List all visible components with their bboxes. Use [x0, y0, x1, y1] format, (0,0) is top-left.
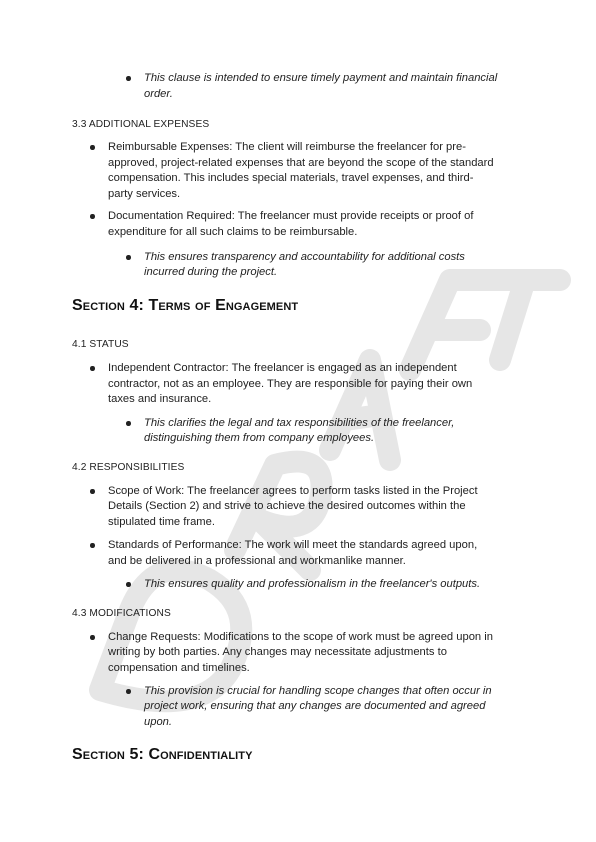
- bullet-dot: [90, 214, 95, 219]
- bullet-text: writing by both parties. Any changes may necessitate adjustments to: [108, 646, 447, 658]
- bullet-dot: [90, 543, 95, 548]
- subsection-title: 4.1 STATUS: [72, 339, 129, 350]
- bullet-text: Change Requests: Modifications to the scope of work must be agreed upon in: [108, 631, 493, 643]
- bullet-note: This ensures quality and professionalism in the freelancer's outputs.: [144, 578, 481, 590]
- section-heading: Section 5: Confidentiality: [72, 746, 253, 763]
- bullet-text: Details (Section 2) and strive to achieve the desired outcomes within the: [108, 500, 466, 512]
- bullet-note: distinguishing them from company employees.: [144, 432, 375, 444]
- bullet-note: This clause is intended to ensure timely payment and maintain financial: [144, 72, 498, 84]
- bullet-text: approved, project-related expenses that are beyond the scope of the standard: [108, 157, 494, 169]
- subsection-title: 4.3 MODIFICATIONS: [72, 608, 171, 619]
- bullet-note: incurred during the project.: [144, 266, 278, 278]
- bullet-text: party services.: [108, 188, 181, 200]
- bullet-note: project work, ensuring that any changes are documented and agreed: [144, 700, 486, 712]
- bullet-text: stipulated time frame.: [108, 516, 215, 528]
- bullet-text: taxes and insurance.: [108, 393, 212, 405]
- bullet-dot: [90, 489, 95, 494]
- bullet-dot: [90, 635, 95, 640]
- subsection-title: 4.2 RESPONSIBILITIES: [72, 462, 185, 473]
- bullet-text: Reimbursable Expenses: The client will reimburse the freelancer for pre-: [108, 141, 466, 153]
- subsection-title: 3.3 ADDITIONAL EXPENSES: [72, 119, 210, 130]
- bullet-note: order.: [144, 88, 173, 100]
- bullet-text: contractor, not as an employee. They are responsible for paying their own: [108, 378, 473, 390]
- bullet-note: This clarifies the legal and tax responsibilities of the freelancer,: [144, 417, 455, 429]
- bullet-text: expenditure for all such claims to be reimbursable.: [108, 226, 358, 238]
- bullet-note: This ensures transparency and accountability for additional costs: [144, 251, 465, 263]
- bullet-note: This provision is crucial for handling scope changes that often occur in: [144, 685, 492, 697]
- bullet-dot: [126, 255, 131, 260]
- bullet-dot: [126, 421, 131, 426]
- bullet-text: and be delivered in a professional and workmanlike manner.: [108, 555, 406, 567]
- bullet-dot: [126, 582, 131, 587]
- bullet-text: Scope of Work: The freelancer agrees to perform tasks listed in the Project: [108, 485, 478, 497]
- bullet-dot: [90, 366, 95, 371]
- bullet-text: compensation and timelines.: [108, 662, 250, 674]
- bullet-text: Documentation Required: The freelancer must provide receipts or proof of: [108, 210, 474, 222]
- bullet-text: Standards of Performance: The work will meet the standards agreed upon,: [108, 539, 478, 551]
- bullet-dot: [90, 145, 95, 150]
- bullet-dot: [126, 689, 131, 694]
- bullet-dot: [126, 76, 131, 81]
- bullet-note: upon.: [144, 716, 172, 728]
- bullet-text: Independent Contractor: The freelancer is engaged as an independent: [108, 362, 457, 374]
- section-heading: Section 4: Terms of Engagement: [72, 297, 299, 314]
- bullet-text: compensation. This includes special materials, travel expenses, and third-: [108, 172, 474, 184]
